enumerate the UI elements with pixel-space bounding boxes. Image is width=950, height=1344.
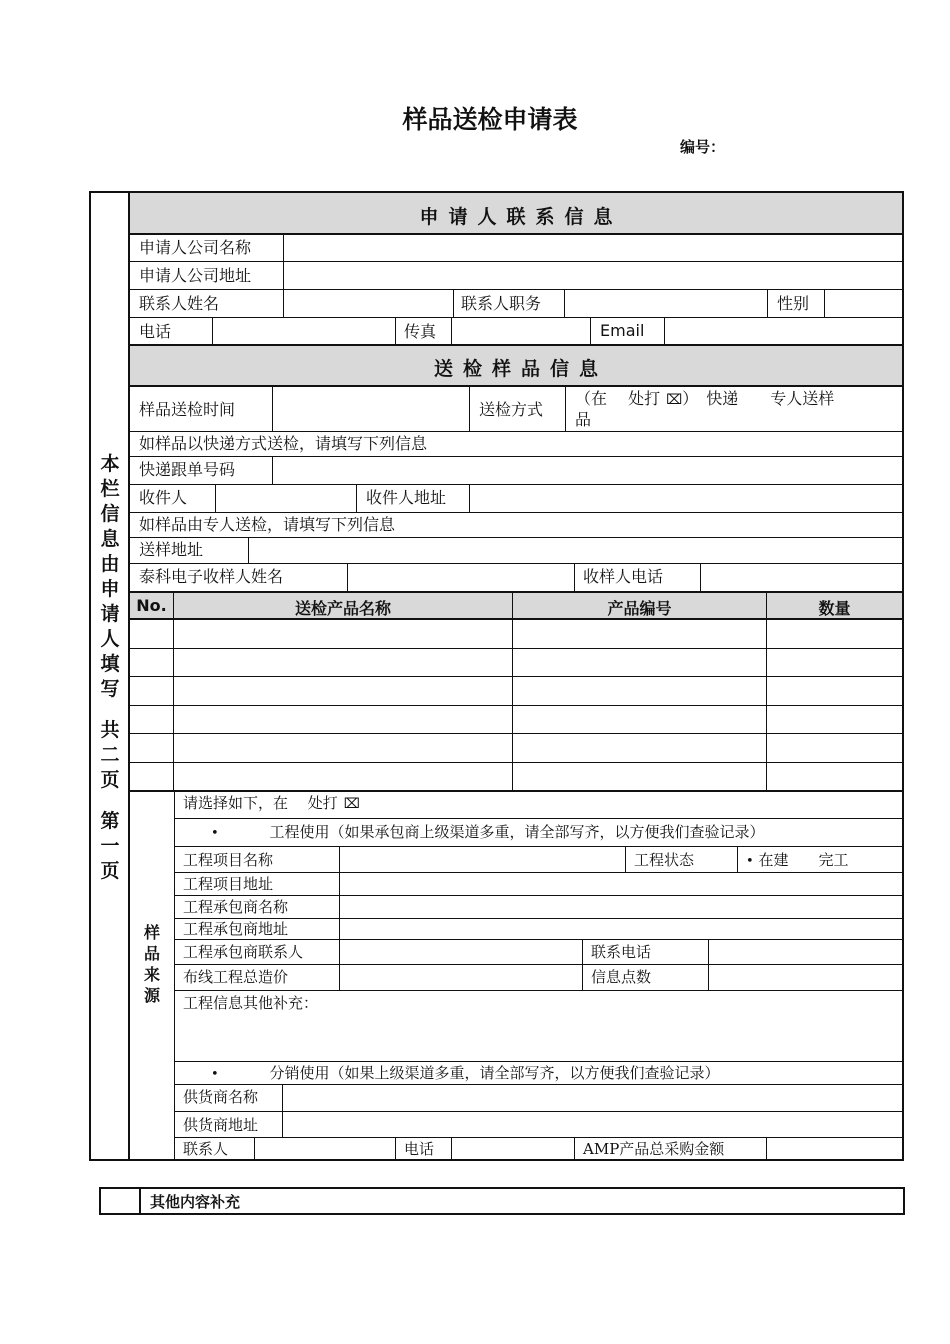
total-cost-field[interactable] [341, 966, 580, 989]
delivery-address-label: 送样地址 [139, 540, 204, 559]
recipient-field[interactable] [217, 486, 354, 511]
other-content-field[interactable] [300, 1189, 903, 1213]
fax-label: 传真 [404, 322, 437, 341]
sample-source-label-char: 样 [143, 923, 160, 942]
receiver-name-label: 泰科电子收样人姓名 [139, 567, 284, 586]
contact-title-label: 联系人职务 [461, 294, 542, 313]
product-cell-code[interactable] [513, 620, 766, 647]
product-cell-no[interactable] [130, 706, 173, 733]
receiver-phone-field[interactable] [702, 565, 901, 590]
contact-phone-field[interactable] [710, 941, 901, 963]
contact-title-field[interactable] [566, 291, 765, 316]
serial-number-label: 编号： [680, 138, 726, 156]
project-address-label: 工程项目地址 [183, 875, 274, 893]
contractor-address-label: 工程承包商地址 [183, 920, 289, 938]
email-label: Email [600, 321, 645, 340]
product-cell-no[interactable] [130, 677, 173, 704]
source-select-prompt [183, 793, 360, 814]
total-cost-label: 布线工程总造价 [183, 968, 289, 986]
checkbox-mark-icon: ⌧ [666, 392, 683, 408]
send-method-options[interactable] [575, 389, 834, 410]
project-status-options[interactable] [746, 850, 848, 872]
recipient-address-field[interactable] [471, 486, 901, 511]
product-cell-code[interactable] [513, 649, 766, 676]
side-note-gap [92, 702, 128, 718]
product-cell-code[interactable] [513, 677, 766, 704]
side-note-char: 由 [100, 553, 120, 575]
company-address-label: 申请人公司地址 [139, 266, 252, 285]
contractor-name-field[interactable] [341, 897, 901, 917]
company-name-field[interactable] [285, 235, 901, 260]
send-method-options-wrap: 品 [575, 410, 592, 429]
sample-source-label [130, 922, 174, 1006]
gender-field[interactable] [826, 291, 901, 316]
product-cell-no[interactable] [130, 734, 173, 761]
amp-total-field[interactable] [768, 1139, 901, 1160]
product-cell-name[interactable] [174, 706, 512, 733]
express-note: 如样品以快递方式送检，请填写下列信息 [139, 434, 428, 453]
product-cell-qty[interactable] [767, 620, 902, 647]
side-note-char: 本 [100, 453, 120, 475]
checkbox-mark-icon: ⌧ [343, 796, 360, 812]
amp-total-label: AMP产品总采购金额 [583, 1140, 725, 1158]
product-col-qty: 数量 [818, 599, 851, 618]
gender-label: 性别 [777, 294, 810, 313]
send-method-options-choices: ） 快递 专人送样 [682, 389, 835, 408]
other-content-label: 其他内容补充 [150, 1193, 241, 1211]
sample-source-label-char: 品 [143, 944, 160, 963]
side-note-gap [92, 793, 128, 809]
bullet-icon: • [211, 826, 219, 841]
sample-source-label-char: 来 [143, 965, 160, 984]
side-note-char: 页 [100, 769, 120, 791]
contact-field[interactable] [256, 1139, 393, 1160]
source-select-prompt-text: 请选择如下，在 处打 [183, 794, 338, 812]
side-note-char: 人 [100, 628, 120, 650]
distribution-use-option[interactable] [211, 1063, 719, 1085]
product-cell-qty[interactable] [767, 706, 902, 733]
project-name-label: 工程项目名称 [183, 851, 274, 869]
phone-label: 电话 [139, 322, 172, 341]
side-note-char: 共 [100, 719, 120, 741]
contractor-address-field[interactable] [341, 920, 901, 938]
receiver-name-field[interactable] [349, 565, 572, 590]
product-cell-no[interactable] [130, 649, 173, 676]
supplier-name-field[interactable] [284, 1086, 901, 1110]
contractor-contact-label: 工程承包商联系人 [183, 943, 304, 961]
supplier-address-label: 供货商地址 [183, 1116, 259, 1134]
applicant-section-title: 申请人联系信息 [419, 206, 623, 228]
supplier-name-label: 供货商名称 [183, 1088, 259, 1106]
send-method-options-open: （在 处打 [575, 389, 661, 408]
product-cell-no[interactable] [130, 620, 173, 647]
tracking-number-label: 快递跟单号码 [139, 460, 236, 479]
contact-label: 联系人 [183, 1140, 229, 1158]
product-cell-name[interactable] [174, 763, 512, 790]
company-name-label: 申请人公司名称 [139, 238, 252, 257]
product-cell-name[interactable] [174, 649, 512, 676]
info-points-label: 信息点数 [591, 968, 652, 986]
product-col-name: 送检产品名称 [294, 599, 391, 618]
bullet-icon: • [746, 854, 754, 869]
side-note-char: 一 [100, 835, 120, 857]
project-use-option[interactable] [211, 822, 764, 844]
side-note-char: 栏 [100, 478, 120, 500]
product-cell-qty[interactable] [767, 677, 902, 704]
side-note-char: 信 [100, 503, 120, 525]
phone-field[interactable] [214, 319, 393, 343]
tracking-number-field[interactable] [274, 458, 901, 483]
product-cell-qty[interactable] [767, 649, 902, 676]
fax-field[interactable] [453, 319, 588, 343]
project-use-label: 工程使用（如果承包商上级渠道多重，请全部写齐，以方便我们查验记录） [269, 823, 765, 841]
contact-name-field[interactable] [285, 291, 451, 316]
project-other-label: 工程信息其他补充： [183, 994, 319, 1012]
side-note-char: 第 [100, 810, 120, 832]
side-note-char: 息 [100, 528, 120, 550]
side-note-char: 申 [100, 578, 120, 600]
project-name-field[interactable] [341, 848, 623, 871]
product-cell-name[interactable] [174, 734, 512, 761]
send-time-label: 样品送检时间 [139, 400, 236, 419]
info-points-field[interactable] [710, 966, 901, 989]
recipient-address-label: 收件人地址 [366, 488, 447, 507]
contact-name-label: 联系人姓名 [139, 294, 220, 313]
courier-note: 如样品由专人送检，请填写下列信息 [139, 515, 396, 534]
contact-phone-label: 联系电话 [591, 943, 652, 961]
product-cell-code[interactable] [513, 763, 766, 790]
project-address-field[interactable] [341, 874, 901, 894]
side-note-char: 二 [100, 744, 120, 766]
contractor-name-label: 工程承包商名称 [183, 898, 289, 916]
sample-section-title: 送检样品信息 [433, 358, 608, 380]
product-cell-qty[interactable] [767, 734, 902, 761]
product-col-no: No. [136, 596, 167, 615]
side-note-char: 请 [100, 603, 120, 625]
company-address-field[interactable] [285, 263, 901, 288]
product-cell-code[interactable] [513, 734, 766, 761]
project-status-choices: 在建 完工 [758, 851, 849, 869]
product-cell-name[interactable] [174, 620, 512, 647]
side-note-char: 填 [100, 653, 120, 675]
receiver-phone-label: 收样人电话 [583, 567, 664, 586]
project-other-field[interactable] [177, 1015, 901, 1059]
supplier-address-field[interactable] [284, 1113, 901, 1136]
distribution-use-label: 分销使用（如果上级渠道多重，请全部写齐，以方便我们查验记录） [269, 1064, 720, 1082]
recipient-label: 收件人 [139, 488, 188, 507]
phone2-label: 电话 [404, 1140, 435, 1158]
product-cell-no[interactable] [130, 763, 173, 790]
sample-source-label-char: 源 [143, 986, 160, 1005]
side-note [92, 452, 128, 884]
email-field[interactable] [666, 319, 901, 343]
side-note-char: 页 [100, 860, 120, 882]
side-note-char: 写 [100, 678, 120, 700]
delivery-address-field[interactable] [250, 539, 901, 562]
product-cell-code[interactable] [513, 706, 766, 733]
send-method-label: 送检方式 [479, 400, 544, 419]
form-title: 样品送检申请表 [402, 105, 578, 134]
product-cell-name[interactable] [174, 677, 512, 704]
bullet-icon: • [211, 1067, 219, 1082]
phone2-field[interactable] [453, 1139, 572, 1160]
product-col-code: 产品编号 [607, 599, 672, 618]
send-time-field[interactable] [274, 387, 467, 430]
project-status-label: 工程状态 [634, 851, 695, 869]
contractor-contact-field[interactable] [341, 941, 580, 963]
product-cell-qty[interactable] [767, 763, 902, 790]
